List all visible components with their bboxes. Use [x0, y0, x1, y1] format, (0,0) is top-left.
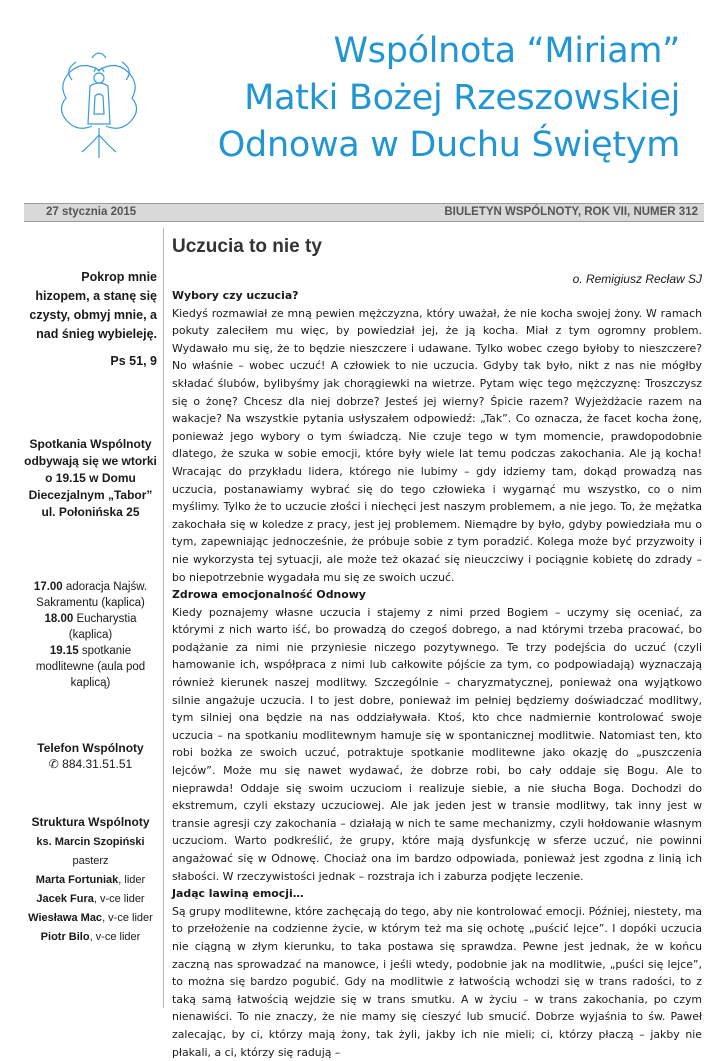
- masthead-line-3: Odnowa w Duchu Świętym: [217, 125, 680, 165]
- community-logo: [52, 40, 147, 165]
- person-item: ks. Marcin Szopiński pasterz: [36, 836, 145, 867]
- section-text: Kiedyś rozmawiał ze mną pewien mężczyzna, który uważał, że nie kocha swojej żony. W ramach pokuty zaleciłem mu więc, by powiedział jej, że ją kocha. Miał z tym ogromny problem. Wydawało mu się, że to będzie nieszczere i udawane. Tylko wobec czego byłoby to nieszczere? No właśnie – wobec uczuć! A człowiek to nie uczucia. Gdyby tak było, nikt z nas nie mógłby składać ślubów, bylibyśmy jak chorągiewki na wietrze. Pytam więc tego mężczyznę: Troszczysz się o żonę? Chcesz dla niej dobrze? Jesteś jej wierny? Śpicie razem? Wyjeżdżacie razem na wakacje? Na wszystkie pytania usłyszałem odpowiedź: „Tak”. Co oznacza, że facet kocha żonę, ponieważ jego wybory o tym świadczą. Nie czuje tego w tym momencie, prawdopodobnie dlatego, że szuka w sobie emocji, które były wiele lat temu podczas zakochania. Ale ją kocha! Wracając do przykładu lidera, którego nie lubimy – gdy idziemy tam, dokąd prowadzą nas uczucia, postanawiamy wybrać się do tego człowieka i wygarnąć mu wszystko, co o nim myślimy. Tylko że to uczucie złości i niechęci jest naszym problemem, a nie jego. To, że mężatka zakochała się w koledze z pracy, jest jej problemem. Niemądre by było, gdyby powiedziała mu o tym, zapewniając jednocześnie, że próbuje sobie z tym poradzić. Kolega może być przyzwoity i nie wykorzysta tej sytuacji, ale może też okazać się nieuczciwy i pociągnie kobietę do zdrady – bo niepotrzebnie wygadała mu się ze swoich uczuć.: [172, 306, 702, 584]
- schedule: [24, 579, 157, 691]
- masthead: [150, 28, 680, 169]
- article-title: Uczucia to nie ty: [172, 236, 322, 257]
- section-heading: Zdrowa emocjonalność Odnowy: [172, 588, 366, 602]
- person-item: Marta Fortuniak, lider: [35, 874, 146, 886]
- section-heading: Jadąc lawiną emocji…: [172, 887, 304, 901]
- structure-list: [24, 833, 157, 947]
- phone-number-row: [24, 757, 157, 771]
- meetings-info: Spotkania Wspólnoty odbywają się we wtorki o 19.15 w Domu Diecezjalnym „Tabor” ul. Połonińska 25: [24, 437, 157, 519]
- article-author: o. Remigiusz Recław SJ: [572, 272, 702, 286]
- sidebar: [24, 268, 157, 947]
- structure-heading: Struktura Wspólnoty: [31, 815, 150, 829]
- person-item: Jacek Fura, v-ce lider: [36, 893, 145, 905]
- person-item: Piotr Bilo, v-ce lider: [40, 931, 141, 943]
- phone-number: 884.31.51.51: [62, 757, 133, 771]
- masthead-line-1: Wspólnota “Miriam”: [333, 31, 680, 71]
- section-text: Są grupy modlitewne, które zachęcają do tego, aby nie kontrolować emocji. Później, niestety, ma to przełożenie na codzienne życie, w którym też ma się ochotę „puścić lejce”. I dopóki uczucia nie ciągną w złym kierunku, to taka postawa się sprawdza. Pewne jest jednak, że w końcu zaczną nas sprowadzać na manowce, i jeśli wtedy, podobnie jak na modlitwie, „puści się lejce”, to można się bardzo pogubić. Gdy na modlitwie z łatwością wchodzi się w trans radości, to z taką samą łatwością wejdzie się w trans smutku. A w życiu – w trans zakochania, po czym nienawiści. To nie znaczy, że nie mamy się cieszyć lub smucić. Dobrze wyjaśnia to św. Paweł zalecając, by ci, którzy mają żony, tak żyli, jakby ich nie mieli; ci, którzy płaczą – jakby nie płakali, a ci, którzy się radują –: [172, 904, 702, 1059]
- header-bar: [24, 203, 704, 222]
- masthead-line-2: Matki Bożej Rzeszowskiej: [244, 78, 680, 118]
- section-text: Kiedy poznajemy własne uczucia i stajemy z nimi przed Bogiem – uczymy się oceniać, za którymi z nich warto iść, bo prowadzą do czegoś dobrego, a nad którymi trzeba pracować, bo podążanie za nimi nie przyniesie niczego pozytywnego. Te trzy podejścia do uczuć (czyli hamowanie ich, współpraca z nimi lub całkowite pójście za tym, co podpowiadają) wyznaczają również kierunek naszej modlitwy. Szczególnie – charyzmatycznej, ponieważ ona wyjątkowo silnie angażuje uczucia. I to jest dobre, ponieważ im pełniej będziemy doświadczać modlitwy, tym silniej ona będzie na nas oddziaływała. Ktoś, kto chce nadmiernie kontrolować swoje uczucia – na spotkaniu modlitewnym hamuje się w spontanicznej modlitwie. Natomiast ten, kto robi bożka ze swoich uczuć, potraktuje spotkanie modlitewne jako okazję do „puszczenia lejców”. Może mu się nawet wydawać, że dobrze robi, bo cały oddaje się Bogu. Ale to nieprawda! Oddaje się swoim uczuciom i realizuje siebie, a nie słucha Boga. Dochodzi do ekstremum, czyli ekstazy uczuciowej. Ale jak jeden jest w transie modlitwy, tak inny jest w transie agresji czy zakochania – działają w nich te same mechanizmy, czyli hołdowanie własnym uczuciom. Warto podkreślić, że grupy, które mają dysfunkcję w sferze uczuć, nie powinni angażować się w Odnowę. Chociaż ona im bardzo odpowiada, ponieważ jest zgodna z linią ich słabości. W rzeczywistości jednak – rozstraja ich i zaburza podjęte leczenie.: [172, 605, 702, 883]
- issue-number: BIULETYN WSPÓLNOTY, ROK VII, NUMER 312: [444, 206, 698, 218]
- article: [172, 236, 702, 1061]
- schedule-item: 19.15 spotkanie modlitewne (aula pod kaplicą): [35, 645, 146, 689]
- phone-heading: Telefon Wspólnoty: [37, 741, 144, 755]
- schedule-item: 18.00 Eucharystia (kaplica): [44, 613, 137, 641]
- issue-date: 27 stycznia 2015: [46, 206, 137, 218]
- schedule-item: 17.00 adoracja Najśw. Sakramentu (kaplica): [33, 581, 148, 609]
- quote-reference: Ps 51, 9: [110, 354, 157, 368]
- article-body: [172, 287, 702, 1061]
- section-heading: Wybory czy uczucia?: [172, 289, 299, 302]
- phone-icon: ✆: [48, 757, 59, 771]
- person-item: Wiesława Mac, v-ce lider: [28, 912, 153, 924]
- sidebar-quote: Pokrop mnie hizopem, a stanę się czysty, obmyj mnie, a nad śnieg wybieleję.: [29, 270, 157, 341]
- column-divider: [163, 228, 164, 1008]
